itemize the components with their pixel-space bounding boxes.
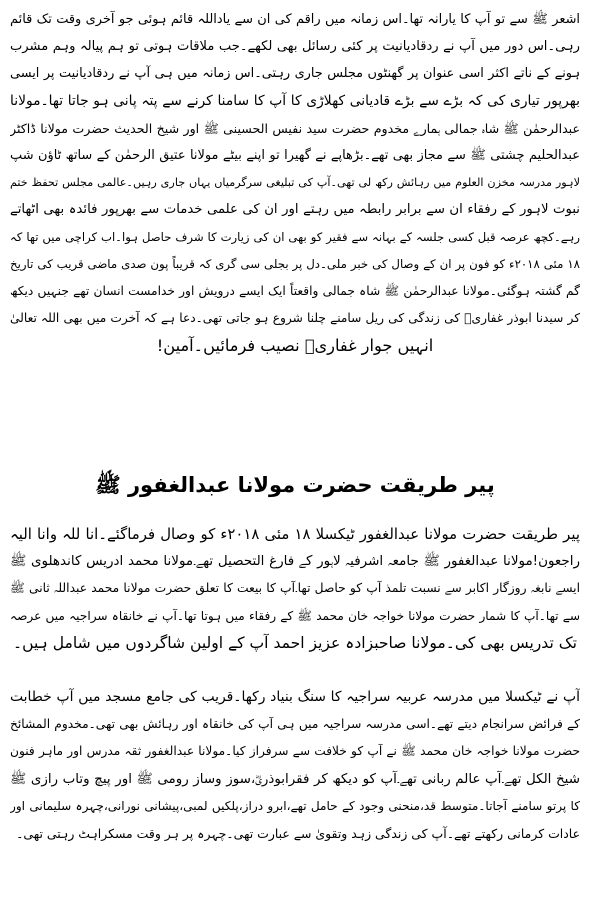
text-line: نبوت لاہور کے رفقاء ان سے برابر رابطہ میں رہتے اور ان کی علمی خدمات سے بھرپور فائدہ بھی اٹھاتے [10, 202, 580, 218]
text-line: سے تھا۔آپ کا شمار حضرت مولانا خواجہ خان محمد ﷺ کے رفقاء میں ہوتا تھا۔آپ نے خانقاہ سراجیہ میں عرصہ [10, 608, 580, 623]
section-paragraph [10, 521, 580, 657]
text-line: ہونے کے ناتے اکثر اسی عنوان پر گھنٹوں مجلس جاری رہتی۔اس زمانہ میں ہی آپ نے ردقادیانیت پر ایسی [10, 66, 580, 82]
text-line: عبدالرحمٰن ﷺ شاہ جمالی ہمارے مخدوم حضرت سید نفیس الحسینی ﷺ اور شیخ الحدیث حضرت مولانا ڈاکٹر [10, 120, 580, 136]
text-line: راجعون!مولانا عبدالغفور ﷺ جامعہ اشرفیہ لاہور کے فارغ التحصیل تھے۔مولانا محمد ادریس کاندھلوی ﷺ [10, 553, 580, 570]
intro-paragraph [10, 6, 580, 359]
text-line: عادات کرمانی رکھتے تھے۔آپ کی زندگی زہد وتقویٰ سے عبارت تھی۔چہرہ پر ہر وقت مسکراہٹ رہتی تھی۔ [16, 825, 580, 841]
text-line: انہیں جوار غفاریؓ نصیب فرمائیں۔آمین! [156, 336, 434, 356]
text-line: ایسے نابغہ روزگار اکابر سے نسبت تلمذ آپ کو حاصل تھا۔آپ کا بیعت کا تعلق حضرت مولانا محمد عبداللہ ثانی ﷺ [10, 581, 580, 596]
text-line: حضرت مولانا خواجہ خان محمد ﷺ نے آپ کو خلافت سے سرفراز کیا۔مولانا عبدالغفور ثقہ مدرس اور ماہر فنون [10, 744, 580, 759]
text-line: بھرپور تیاری کی کہ بڑے سے بڑے قادیانی کھلاڑی کا آپ کا سامنا کرنے سے پتہ پانی ہو جاتا تھا۔مولانا [10, 92, 580, 109]
section-heading: پیر طریقت حضرت مولانا عبدالغفور ﷺ [95, 473, 495, 497]
text-line: کر سیدنا ابوذر غفاریؓ کی زندگی کی ریل سامنے چلنا شروع ہو جاتی تھی۔دعا ہے کہ آخرت میں بھی اللہ تعالیٰ [10, 311, 580, 326]
text-line: شیخ الکل تھے۔آپ عالم ربانی تھے۔آپ کو دیکھ کر فقرابوذریؓ،سوز وساز رومی ﷺ اور پیچ وتاب رازی ﷺ [10, 771, 580, 787]
closing-paragraph [10, 684, 580, 847]
text-line: اشعر ﷺ سے تو آپ کا یارانہ تھا۔اس زمانہ میں راقم کی ان سے یاداللہ قائم ہوئی جو آخری وقت تک قائم [10, 12, 580, 27]
text-line: رہے۔کچھ عرصہ قبل کسی جلسہ کے بہانہ سے فقیر کو بھی ان کی زیارت کا شرف حاصل ہوا۔اب کراچی میں تھا کہ [10, 229, 580, 244]
text-line: کے فرائض سرانجام دیتے تھے۔اسی مدرسہ سراجیہ میں ہی آپ کی خانقاہ اور رہائش بھی تھی۔مخدوم المشائخ [10, 717, 580, 732]
text-line: آپ نے ٹیکسلا میں مدرسہ عربیہ سراجیہ کا سنگ بنیاد رکھا۔قریب کی جامع مسجد میں آپ خطابت [10, 689, 580, 705]
text-line: پیر طریقت حضرت مولانا عبدالغفور ٹیکسلا ۱۸ مئی ۲۰۱۸ء کو وصال فرماگئے۔انا للہ وانا الیہ [10, 525, 580, 543]
text-line: لاہور مدرسہ مخزن العلوم میں رہائش رکھ لی تھی۔آپ کی تبلیغی سرگرمیاں یہاں جاری رہیں۔عالمی مجلس تحفظ ختم [10, 176, 580, 190]
text-line: رہی۔اس دور میں آپ نے ردقادیانیت پر کئی رسائل بھی لکھے۔جب ملاقات ہوتی تو ہم پیالہ وہم مشرب [10, 39, 580, 55]
text-line: عبدالحلیم چشتی ﷺ سے مجاز بھی تھے۔بڑھاپے نے گھیرا تو اپنے بیٹے مولانا عتیق الرحمٰن کے ساتھ ٹاؤن شپ [10, 147, 580, 163]
text-line: کا پرتو سامنے آجاتا۔متوسط قد،منحنی وجود کے حامل تھے،ابرو دراز،پلکیں لمبی،پیشانی نورانی،چہرہ سلیمانی اور [10, 798, 580, 813]
text-line: تک تدریس بھی کی۔مولانا صاحبزادہ عزیز احمد آپ کے اولین شاگردوں میں شامل ہیں۔ [12, 633, 578, 652]
text-line: ۱۸ مئی ۲۰۱۸ء کو فون پر ان کے وصال کی خبر ملی۔دل پر بجلی سی گری کہ قریباً پون صدی ماضی قریب کی تاریخ [10, 256, 580, 271]
text-line: گم گشتہ ہوگئی۔مولانا عبدالرحمٰن ﷺ شاہ جمالی واقعتاً ایک ایسے درویش اور خدامست انسان تھے جنہیں دیکھ [10, 283, 580, 298]
